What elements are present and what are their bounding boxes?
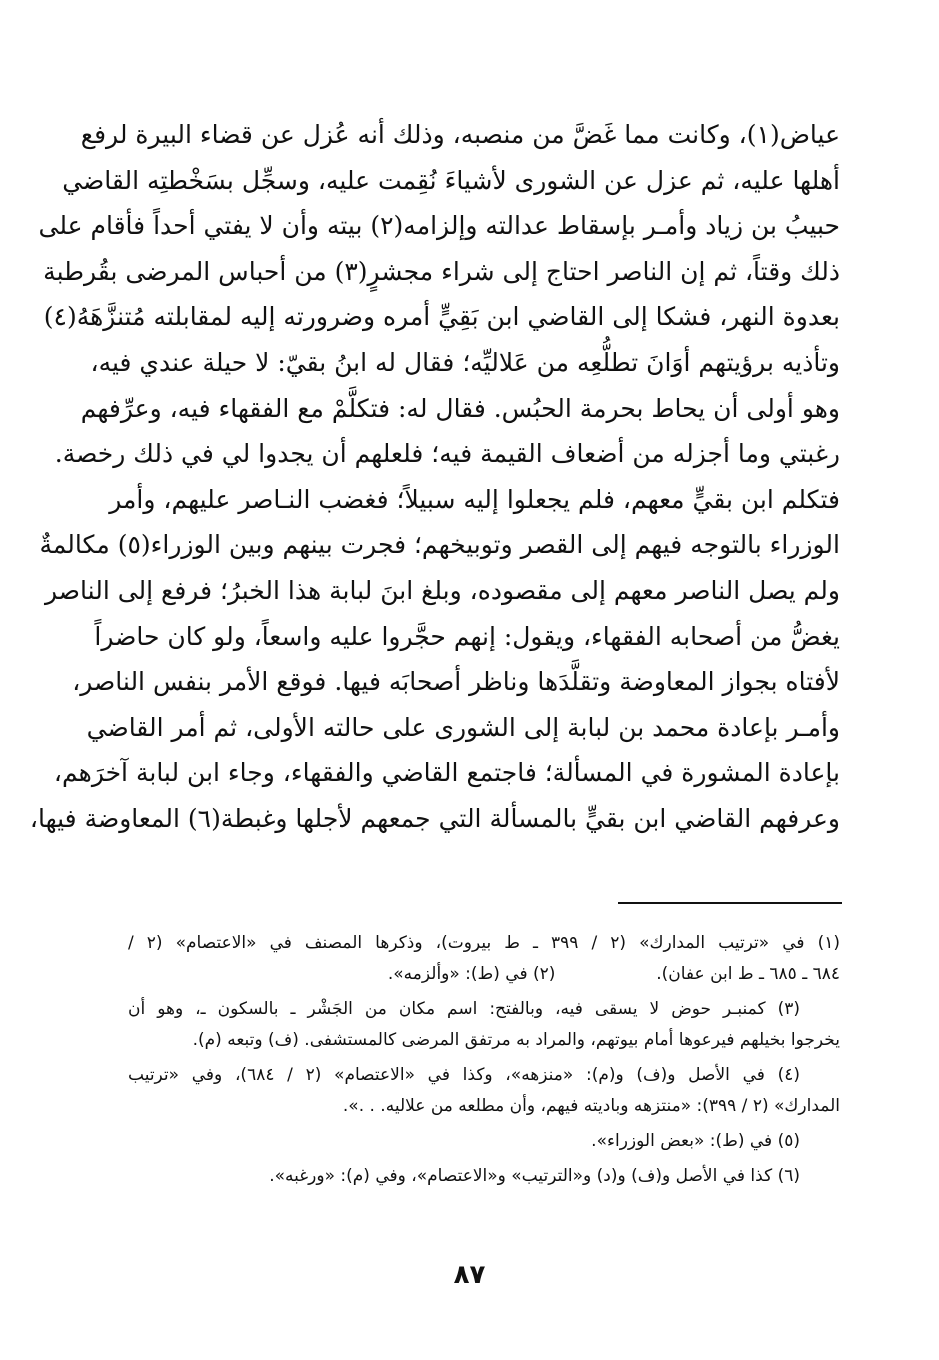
text-line: فتكلم ابن بقيٍّ معهم، فلم يجعلوا إليه سبيلاً؛ فغضب النـاصر عليهم، وأمر <box>109 484 840 514</box>
footnote-6: (٦) كذا في الأصل و(ف) و(د) و«الترتيب» و«الاعتصام»، وفي (م): «ورغبه». <box>269 1166 800 1186</box>
footnote-4-line-2: المدارك» (٢ / ٣٩٩): «منتزهه وباديته فيهم، وأن مطلعه من علاليه. . .». <box>342 1096 840 1116</box>
footnote-separator <box>618 902 842 904</box>
main-text <box>29 112 840 842</box>
footnotes <box>128 928 840 1192</box>
text-line: الوزراء بالتوجه فيهم إلى القصر وتوبيخهم؛ فجرت بينهم وبين الوزراء(٥) مكالمةٌ <box>39 530 840 560</box>
footnote-1-line-1: (١) في «ترتيب المدارك» (٢ / ٣٩٩ ـ ط بيروت)، وذكرها المصنف في «الاعتصام» (٢ / <box>128 933 840 953</box>
text-line: وعرفهم القاضي ابن بقيٍّ بالمسألة التي جمعهم لأجلها وغبطة(٦) المعاوضة فيها، <box>29 803 840 833</box>
footnote-1-line-2: ٦٨٤ ـ ٦٨٥ ـ ط ابن عفان). <box>656 964 840 984</box>
text-line: أهلها عليه، ثم عزل عن الشورى لأشياءَ نُقِمت عليه، وسجِّل بسَخْطتِه القاضي <box>62 165 840 195</box>
text-line: وهو أولى أن يحاط بحرمة الحبُس. فقال له: فتكلَّمْ مع الفقهاء فيه، وعرِّفهم <box>80 393 840 423</box>
text-line: رغبتي وما أجزله من أضعاف القيمة فيه؛ فلعلهم أن يجدوا لي في ذلك رخصة. <box>54 439 840 469</box>
page-number: ٨٧ <box>453 1260 486 1290</box>
text-line: لأفتاه بجواز المعاوضة وتقلَّدَها وناظر أصحابَه فيها. فوقع الأمر بنفس الناصر، <box>72 667 840 697</box>
text-line: يغضُّ من أصحابه الفقهاء، ويقول: إنهم حجَّروا عليه واسعاً، ولو كان حاضراً <box>94 621 840 651</box>
text-line: بإعادة المشورة في المسألة؛ فاجتمع القاضي والفقهاء، وجاء ابن لبابة آخرَهم، <box>53 758 840 788</box>
text-line: وتأذيه برؤيتهم أوَانَ تطلُّعِه من عَلاليِّه؛ فقال له ابنُ بقيّ: لا حيلة عندي فيه، <box>90 347 840 377</box>
footnote-3-line-1: (٣) كمنبـر حوض لا يسقى فيه، وبالفتح: اسم مكان من الجَشْر ـ بالسكون ـ، وهو أن <box>128 999 800 1019</box>
text-line: بعدوة النهر، فشكا إلى القاضي ابن بَقِيٍّ أمره وضرورته إليه لمقابلته مُتنزَّهَهُ(٤) <box>43 302 840 332</box>
text-line: ذلك وقتاً، ثم إن الناصر احتاج إلى شراء مجشرٍ(٣) من أحباس المرضى بقُرطبة <box>43 256 840 286</box>
text-line: ولم يصل الناصر معهم إلى مقصوده، وبلغ ابنَ لبابة هذا الخبرُ؛ فرفع إلى الناصر <box>45 575 840 605</box>
footnote-4-line-1: (٤) في الأصل و(ف) و(م): «منزهه»، وكذا في «الاعتصام» (٢ / ٦٨٤)، وفي «ترتيب <box>128 1065 800 1085</box>
footnote-3-line-2: يخرجوا بخيلهم فيرعوها أمام بيوتهم، والمراد به مرتفق المرضى كالمستشفى. (ف) وتبعه (م). <box>192 1030 840 1050</box>
footnote-5: (٥) في (ط): «بعض الوزراء». <box>591 1131 800 1151</box>
footnote-2: (٢) في (ط): «وألزمه». <box>387 964 556 984</box>
text-line: عياض(١)، وكانت مما غَضَّ من منصبه، وذلك أنه عُزل عن قضاء البيرة لرفع <box>80 120 840 149</box>
footnote-1-and-2-line <box>128 959 840 990</box>
text-line: وأمـر بإعادة محمد بن لبابة إلى الشورى على حالته الأولى، ثم أمر القاضي <box>86 712 840 742</box>
text-line: حبيبُ بن زياد وأمـر بإسقاط عدالته وإلزامه(٢) بيته وأن لا يفتي أحداً فأقام على <box>38 211 840 241</box>
